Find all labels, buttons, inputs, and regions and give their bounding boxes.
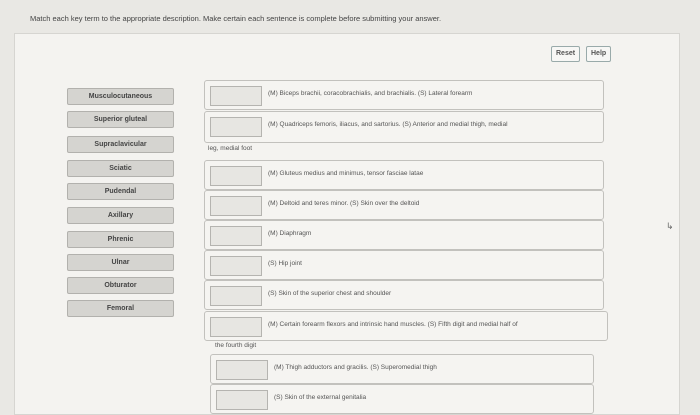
help-button[interactable]: Help: [586, 46, 611, 62]
description-text: (S) Skin of the external genitalia: [274, 394, 367, 401]
term-musculocutaneous[interactable]: Musculocutaneous: [67, 88, 174, 105]
reset-button[interactable]: Reset: [551, 46, 580, 62]
description-row: [204, 220, 604, 250]
drop-target[interactable]: [216, 360, 268, 380]
description-text: (M) Certain forearm flexors and intrinsic hand muscles. (S) Fifth digit and medial half of: [268, 321, 518, 328]
drop-target[interactable]: [210, 196, 262, 216]
term-phrenic[interactable]: Phrenic: [67, 231, 174, 248]
term-axillary[interactable]: Axillary: [67, 207, 174, 224]
term-superior-gluteal[interactable]: Superior gluteal: [67, 111, 174, 128]
drop-target[interactable]: [210, 166, 262, 186]
drop-target[interactable]: [210, 256, 262, 276]
description-text: (M) Thigh adductors and gracilis. (S) Superomedial thigh: [274, 364, 437, 371]
description-text: (S) Skin of the superior chest and shoulder: [268, 290, 392, 297]
description-text: (M) Diaphragm: [268, 230, 312, 237]
description-row: [204, 160, 604, 190]
term-pudendal[interactable]: Pudendal: [67, 183, 174, 200]
term-supraclavicular[interactable]: Supraclavicular: [67, 136, 174, 153]
description-text: (M) Deltoid and teres minor. (S) Skin over the deltoid: [268, 200, 420, 207]
drop-target[interactable]: [210, 286, 262, 306]
drop-target[interactable]: [216, 390, 268, 410]
description-row: [210, 384, 594, 414]
mouse-cursor-icon: ↳: [666, 221, 674, 231]
description-text: (M) Gluteus medius and minimus, tensor fasciae latae: [268, 170, 424, 177]
drop-target[interactable]: [210, 226, 262, 246]
drop-target[interactable]: [210, 86, 262, 106]
description-text: (S) Hip joint: [268, 260, 302, 267]
description-wrap-text: leg, medial foot: [208, 145, 253, 152]
description-row: [204, 250, 604, 280]
description-text: (M) Biceps brachii, coracobrachialis, and brachialis. (S) Lateral forearm: [268, 90, 473, 97]
term-ulnar[interactable]: Ulnar: [67, 254, 174, 271]
description-row: [204, 190, 604, 220]
description-row: [204, 80, 604, 110]
term-obturator[interactable]: Obturator: [67, 277, 174, 294]
description-row: [204, 111, 604, 143]
description-row: [204, 280, 604, 310]
description-row: [204, 311, 608, 341]
drop-target[interactable]: [210, 117, 262, 137]
description-wrap-text: the fourth digit: [215, 342, 257, 349]
description-row: [210, 354, 594, 384]
drop-target[interactable]: [210, 317, 262, 337]
term-sciatic[interactable]: Sciatic: [67, 160, 174, 177]
term-femoral[interactable]: Femoral: [67, 300, 174, 317]
description-text: (M) Quadriceps femoris, iliacus, and sartorius. (S) Anterior and medial thigh, medial: [268, 121, 508, 128]
instructions-text: Match each key term to the appropriate description. Make certain each sentence is complete before submitting your answer.: [30, 14, 442, 23]
